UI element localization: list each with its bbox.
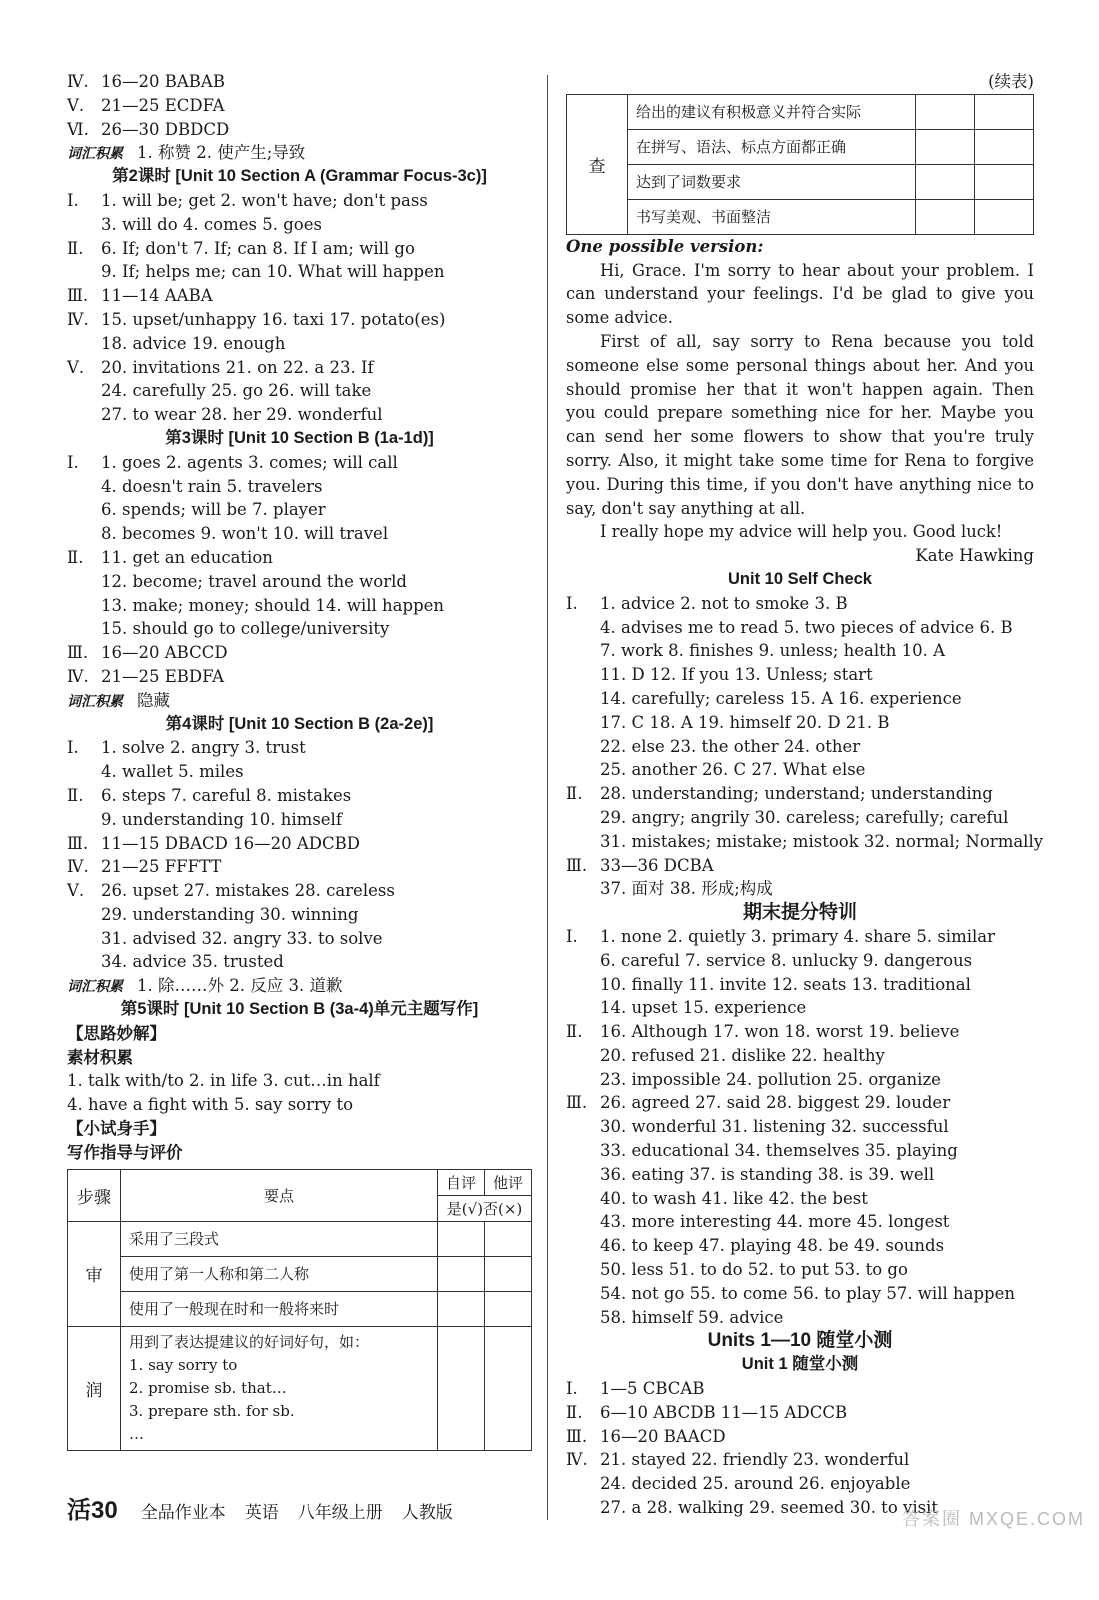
answer-text: 20. invitations 21. on 22. a 23. If — [101, 357, 374, 377]
answer-text: 6. spends; will be 7. player — [101, 500, 326, 520]
answer-line — [67, 950, 532, 974]
answer-line — [566, 925, 1034, 949]
column-divider — [547, 75, 548, 1520]
answer-text: 1. will be; get 2. won't have; don't pass — [101, 190, 428, 210]
rubric-item: 达到了词数要求 — [628, 164, 916, 199]
answer-line — [566, 854, 1034, 878]
section-label: Ⅲ. — [566, 1093, 588, 1113]
answer-text: 29. angry; angrily 30. careless; carefully; careful — [600, 807, 1009, 827]
answer-line — [566, 973, 1034, 997]
step-cha: 查 — [567, 94, 628, 234]
answer-text: 31. mistakes; mistake; mistook 32. normal; Normally — [600, 831, 1044, 851]
answer-text: 40. to wash 41. like 42. the best — [600, 1188, 868, 1208]
selfcheck-title: Unit 10 Self Check — [728, 569, 872, 588]
final-answers — [566, 925, 1034, 1330]
answer-text: 11—14 AABA — [101, 286, 213, 306]
answer-text: 8. becomes 9. won't 10. will travel — [101, 524, 389, 544]
answer-line — [566, 639, 1034, 663]
answer-text: 16—20 BABAB — [101, 72, 225, 91]
section-label: Ⅰ. — [67, 190, 79, 210]
step-run: 润 — [68, 1326, 121, 1450]
answer-text: 6. steps 7. careful 8. mistakes — [101, 785, 352, 805]
answer-line — [67, 118, 532, 142]
selfcheck-answers — [566, 592, 1044, 901]
answer-line — [67, 189, 532, 213]
answer-line — [67, 855, 532, 879]
answer-text: 1. advice 2. not to smoke 3. B — [600, 593, 848, 613]
lesson5-answers — [67, 1069, 532, 1117]
answer-text: 18. advice 19. enough — [101, 333, 286, 353]
answer-line — [67, 379, 532, 403]
answer-line — [566, 1210, 1034, 1234]
rubric-item-multiline: 用到了表达提建议的好词好句，如： 1. say sorry to 2. promise sb. that… 3. prepare sth. for sb. … — [121, 1326, 438, 1450]
answer-line — [67, 665, 532, 689]
answer-line — [566, 735, 1034, 759]
answer-line — [67, 94, 532, 118]
units-title: Units 1—10 随堂小测 — [707, 1330, 893, 1352]
answer-line — [67, 546, 532, 570]
answer-line — [566, 1020, 1034, 1044]
lesson2-answers — [67, 189, 532, 427]
section-label: Ⅳ. — [67, 309, 89, 329]
answer-line — [566, 1139, 1034, 1163]
answer-line — [566, 1306, 1034, 1330]
header-self: 自评 — [438, 1169, 485, 1195]
header-point: 要点 — [121, 1169, 438, 1221]
answer-text: 26. upset 27. mistakes 28. careless — [101, 881, 395, 901]
section-label: Ⅲ. — [566, 1426, 588, 1446]
answer-line — [67, 903, 532, 927]
section-label: Ⅱ. — [67, 238, 84, 258]
answer-line — [67, 570, 532, 594]
answer-line — [566, 758, 1034, 782]
answer-line — [566, 830, 1044, 854]
answer-text: 46. to keep 47. playing 48. be 49. sounds — [600, 1236, 945, 1256]
page-footer — [67, 1490, 467, 1525]
answer-text: 11—15 DBACD 16—20 ADCBD — [101, 833, 360, 853]
writing-rubric-table — [67, 1169, 532, 1451]
answer-line — [67, 760, 532, 784]
left-top-answers — [67, 70, 532, 141]
watermark-logo: 答案圈 MXQE.COM — [901, 1509, 1085, 1529]
subject: 英语 — [244, 1503, 279, 1522]
rubric-item: 书写美观、书面整洁 — [628, 199, 916, 234]
section-label: Ⅲ. — [67, 833, 89, 853]
header-yesno: 是(√)否(×) — [438, 1195, 532, 1221]
answer-line — [67, 451, 532, 475]
answer-text: 24. carefully 25. go 26. will take — [101, 381, 372, 401]
answer-line — [566, 1282, 1034, 1306]
lesson5-heading-4: 写作指导与评价 — [67, 1142, 183, 1162]
section-label: Ⅲ. — [67, 286, 89, 306]
answer-text: 14. upset 15. experience — [600, 998, 807, 1018]
vocab-line-3: 词汇积累 1. 除……外 2. 反应 3. 道歉 — [67, 976, 343, 996]
answer-line — [566, 1425, 1034, 1449]
answer-text: 1. goes 2. agents 3. comes; will call — [101, 452, 398, 472]
section-label: Ⅰ. — [67, 738, 79, 758]
answer-line — [566, 1472, 1034, 1496]
answer-text: 21. stayed 22. friendly 23. wonderful — [600, 1450, 910, 1470]
answer-text: 54. not go 55. to come 56. to play 57. will happen — [600, 1283, 1015, 1303]
answer-text: 4. advises me to read 5. two pieces of advice 6. B — [600, 617, 1013, 637]
rubric-item: 给出的建议有积极意义并符合实际 — [628, 94, 916, 129]
lesson4-title: 第4课时 [Unit 10 Section B (2a-2e)] — [165, 714, 434, 733]
answer-text: 26. agreed 27. said 28. biggest 29. louder — [600, 1093, 951, 1113]
answer-line — [566, 1234, 1034, 1258]
rubric-item: 使用了第一人称和第二人称 — [121, 1256, 438, 1291]
answer-line — [67, 784, 532, 808]
section-label: Ⅳ. — [566, 1450, 588, 1470]
section-label: Ⅵ. — [67, 119, 89, 139]
answer-line — [67, 308, 532, 332]
answer-text: 15. should go to college/university — [101, 619, 390, 639]
rubric-item: 使用了一般现在时和一般将来时 — [121, 1291, 438, 1326]
answer-line — [67, 594, 532, 618]
answer-text: 21—25 ECDFA — [101, 95, 225, 115]
answer-text: 43. more interesting 44. more 45. longest — [600, 1212, 950, 1232]
answer-line — [67, 403, 532, 427]
answer-text: 10. finally 11. invite 12. seats 13. traditional — [600, 974, 971, 994]
answer-text: 11. get an education — [101, 547, 273, 567]
answer-text: 23. impossible 24. pollution 25. organize — [600, 1069, 941, 1089]
answer-line — [566, 1115, 1034, 1139]
answer-text: 24. decided 25. around 26. enjoyable — [600, 1474, 911, 1494]
letter-signature: Kate Hawking — [915, 546, 1034, 566]
lesson5-title: 第5课时 [Unit 10 Section B (3a-4)单元主题写作] — [120, 1000, 479, 1019]
answer-text: 11. D 12. If you 13. Unless; start — [600, 665, 873, 685]
answer-line — [67, 522, 532, 546]
section-label: Ⅱ. — [67, 547, 84, 567]
answer-line — [67, 284, 532, 308]
answer-text: 58. himself 59. advice — [600, 1307, 784, 1327]
letter-paragraph-1: Hi, Grace. I'm sorry to hear about your problem. I can understand your feelings. I'd be glad to give you some advice. — [566, 260, 1034, 328]
answer-text: 26—30 DBDCD — [101, 119, 230, 139]
answer-line — [566, 782, 1034, 806]
section-label: Ⅰ. — [566, 1379, 578, 1399]
answer-line — [67, 832, 532, 856]
lesson5-heading-3: 【小试身手】 — [67, 1119, 166, 1139]
answer-line — [67, 808, 532, 832]
section-label: Ⅰ. — [67, 452, 79, 472]
answer-text: 16. Although 17. won 18. worst 19. believe — [600, 1022, 960, 1042]
vocab-line-1: 词汇积累 1. 称赞 2. 使产生;导致 — [67, 143, 306, 163]
answer-text: 6. If; don't 7. If; can 8. If I am; will go — [101, 238, 415, 258]
answer-text: 9. If; helps me; can 10. What will happen — [101, 262, 445, 282]
answer-text: 1. solve 2. angry 3. trust — [101, 738, 306, 758]
answer-line — [566, 1258, 1034, 1282]
lesson3-answers — [67, 451, 532, 689]
answer-text: 27. a 28. walking 29. seemed 30. to visit — [600, 1498, 938, 1518]
answer-text: 29. understanding 30. winning — [101, 904, 359, 924]
answer-text: 30. wonderful 31. listening 32. successful — [600, 1117, 949, 1137]
section-label: Ⅱ. — [566, 1022, 583, 1042]
answer-line — [566, 1091, 1034, 1115]
lesson5-heading-1: 【思路妙解】 — [67, 1023, 166, 1043]
answer-line — [566, 592, 1034, 616]
answer-line — [566, 806, 1034, 830]
answer-line — [566, 711, 1034, 735]
section-label: Ⅴ. — [67, 881, 85, 901]
answer-text: 25. another 26. C 27. What else — [600, 760, 866, 780]
answer-text: 14. carefully; careless 15. A 16. experience — [600, 688, 962, 708]
answer-line — [566, 1044, 1034, 1068]
section-label: Ⅲ. — [67, 643, 89, 663]
answer-line — [566, 877, 1034, 901]
answer-line — [566, 663, 1034, 687]
answer-line — [566, 1187, 1034, 1211]
continued-label: (续表) — [988, 72, 1034, 91]
section-label: Ⅰ. — [566, 926, 578, 946]
left-column — [67, 70, 532, 1451]
lesson4-answers — [67, 736, 532, 974]
answer-line — [566, 616, 1034, 640]
final-title: 期末提分特训 — [742, 902, 857, 924]
answer-text: 50. less 51. to do 52. to put 53. to go — [600, 1260, 908, 1280]
answer-text: 3. will do 4. comes 5. goes — [101, 214, 322, 234]
page-number: 活30 — [67, 1497, 118, 1524]
section-label: Ⅴ. — [67, 95, 85, 115]
answer-line: 1. talk with/to 2. in life 3. cut…in half — [67, 1071, 380, 1091]
answer-line — [566, 996, 1034, 1020]
answer-line — [67, 475, 532, 499]
answer-text: 22. else 23. the other 24. other — [600, 736, 861, 756]
answer-line — [67, 879, 532, 903]
answer-text: 13. make; money; should 14. will happen — [101, 595, 445, 615]
section-label: Ⅰ. — [566, 593, 578, 613]
section-label: Ⅲ. — [566, 855, 588, 875]
answer-text: 37. 面对 38. 形成;构成 — [600, 879, 773, 899]
answer-line — [566, 949, 1034, 973]
answer-line — [67, 356, 532, 380]
answer-text: 16—20 ABCCD — [101, 643, 228, 663]
answer-text: 16—20 BAACD — [600, 1426, 726, 1446]
answer-text: 34. advice 35. trusted — [101, 952, 284, 972]
answer-line — [566, 1068, 1034, 1092]
units-answers — [566, 1377, 1034, 1520]
answer-text: 1. none 2. quietly 3. primary 4. share 5. similar — [600, 926, 996, 946]
lesson3-title: 第3课时 [Unit 10 Section B (1a-1d)] — [165, 428, 434, 447]
answer-text: 28. understanding; understand; understanding — [600, 784, 993, 804]
answer-text: 6. careful 7. service 8. unlucky 9. dangerous — [600, 950, 973, 970]
answer-line — [566, 1163, 1034, 1187]
version-label: One possible version: — [566, 236, 764, 256]
answer-text: 20. refused 21. dislike 22. healthy — [600, 1045, 885, 1065]
answer-text: 27. to wear 28. her 29. wonderful — [101, 405, 383, 425]
right-column — [566, 70, 1044, 1520]
answer-text: 33. educational 34. themselves 35. playing — [600, 1141, 958, 1161]
rubric-table-continued — [566, 94, 1034, 235]
lesson2-title: 第2课时 [Unit 10 Section A (Grammar Focus-3c)] — [112, 167, 487, 186]
answer-line — [67, 260, 532, 284]
answer-line — [67, 641, 532, 665]
answer-line — [67, 927, 532, 951]
section-label: Ⅴ. — [67, 357, 85, 377]
letter-paragraph-2: First of all, say sorry to Rena because you told someone else some personal things about her. And you should promise her that it won't happen again. Then you could prepare something nice for her. Maybe you can send her some flowers to show that you're truly sorry. Also, it might take some time for Rena to forgive you. During this time, if you don't have anything nice to say, don't say anything at all. — [566, 331, 1034, 518]
answer-text: 1—5 CBCAB — [600, 1379, 705, 1399]
answer-line — [566, 687, 1034, 711]
section-label: Ⅳ. — [67, 857, 89, 877]
grade: 八年级上册 — [297, 1503, 383, 1522]
lesson5-heading-2: 素材积累 — [67, 1047, 133, 1067]
section-label: Ⅱ. — [566, 1402, 583, 1422]
answer-line — [67, 736, 532, 760]
section-label: Ⅱ. — [566, 784, 583, 804]
answer-line — [566, 1377, 1034, 1401]
rubric-item: 采用了三段式 — [121, 1221, 438, 1256]
rubric-item: 在拼写、语法、标点方面都正确 — [628, 129, 916, 164]
answer-text: 7. work 8. finishes 9. unless; health 10. A — [600, 641, 946, 661]
section-label: Ⅱ. — [67, 785, 84, 805]
answer-text: 21—25 FFFTT — [101, 857, 222, 877]
book-name: 全品作业本 — [140, 1503, 226, 1522]
answer-line — [67, 213, 532, 237]
letter-paragraph-3: I really hope my advice will help you. Good luck! — [600, 522, 1003, 542]
answer-line — [67, 498, 532, 522]
answer-text: 15. upset/unhappy 16. taxi 17. potato(es) — [101, 309, 446, 329]
edition: 人教版 — [401, 1503, 453, 1522]
answer-line — [566, 1448, 1034, 1472]
answer-text: 17. C 18. A 19. himself 20. D 21. B — [600, 712, 890, 732]
answer-line — [67, 617, 532, 641]
answer-line — [566, 1401, 1034, 1425]
answer-line — [67, 237, 532, 261]
section-label: Ⅳ. — [67, 666, 89, 686]
answer-text: 31. advised 32. angry 33. to solve — [101, 928, 383, 948]
step-shen: 审 — [68, 1221, 121, 1326]
header-peer: 他评 — [485, 1169, 532, 1195]
section-label: Ⅳ. — [67, 72, 89, 91]
answer-text: 4. doesn't rain 5. travelers — [101, 476, 323, 496]
answer-text: 4. wallet 5. miles — [101, 762, 244, 782]
answer-line — [67, 332, 532, 356]
vocab-line-2: 词汇积累 隐藏 — [67, 690, 170, 710]
answer-text: 12. become; travel around the world — [101, 571, 407, 591]
answer-text: 36. eating 37. is standing 38. is 39. well — [600, 1164, 935, 1184]
answer-text: 33—36 DCBA — [600, 855, 714, 875]
answer-line — [67, 70, 532, 94]
answer-text: 21—25 EBDFA — [101, 666, 225, 686]
header-step: 步骤 — [68, 1169, 121, 1221]
answer-text: 6—10 ABCDB 11—15 ADCCB — [600, 1402, 848, 1422]
answer-line: 4. have a fight with 5. say sorry to — [67, 1095, 354, 1115]
answer-text: 9. understanding 10. himself — [101, 809, 342, 829]
units-subtitle: Unit 1 随堂小测 — [741, 1355, 859, 1374]
